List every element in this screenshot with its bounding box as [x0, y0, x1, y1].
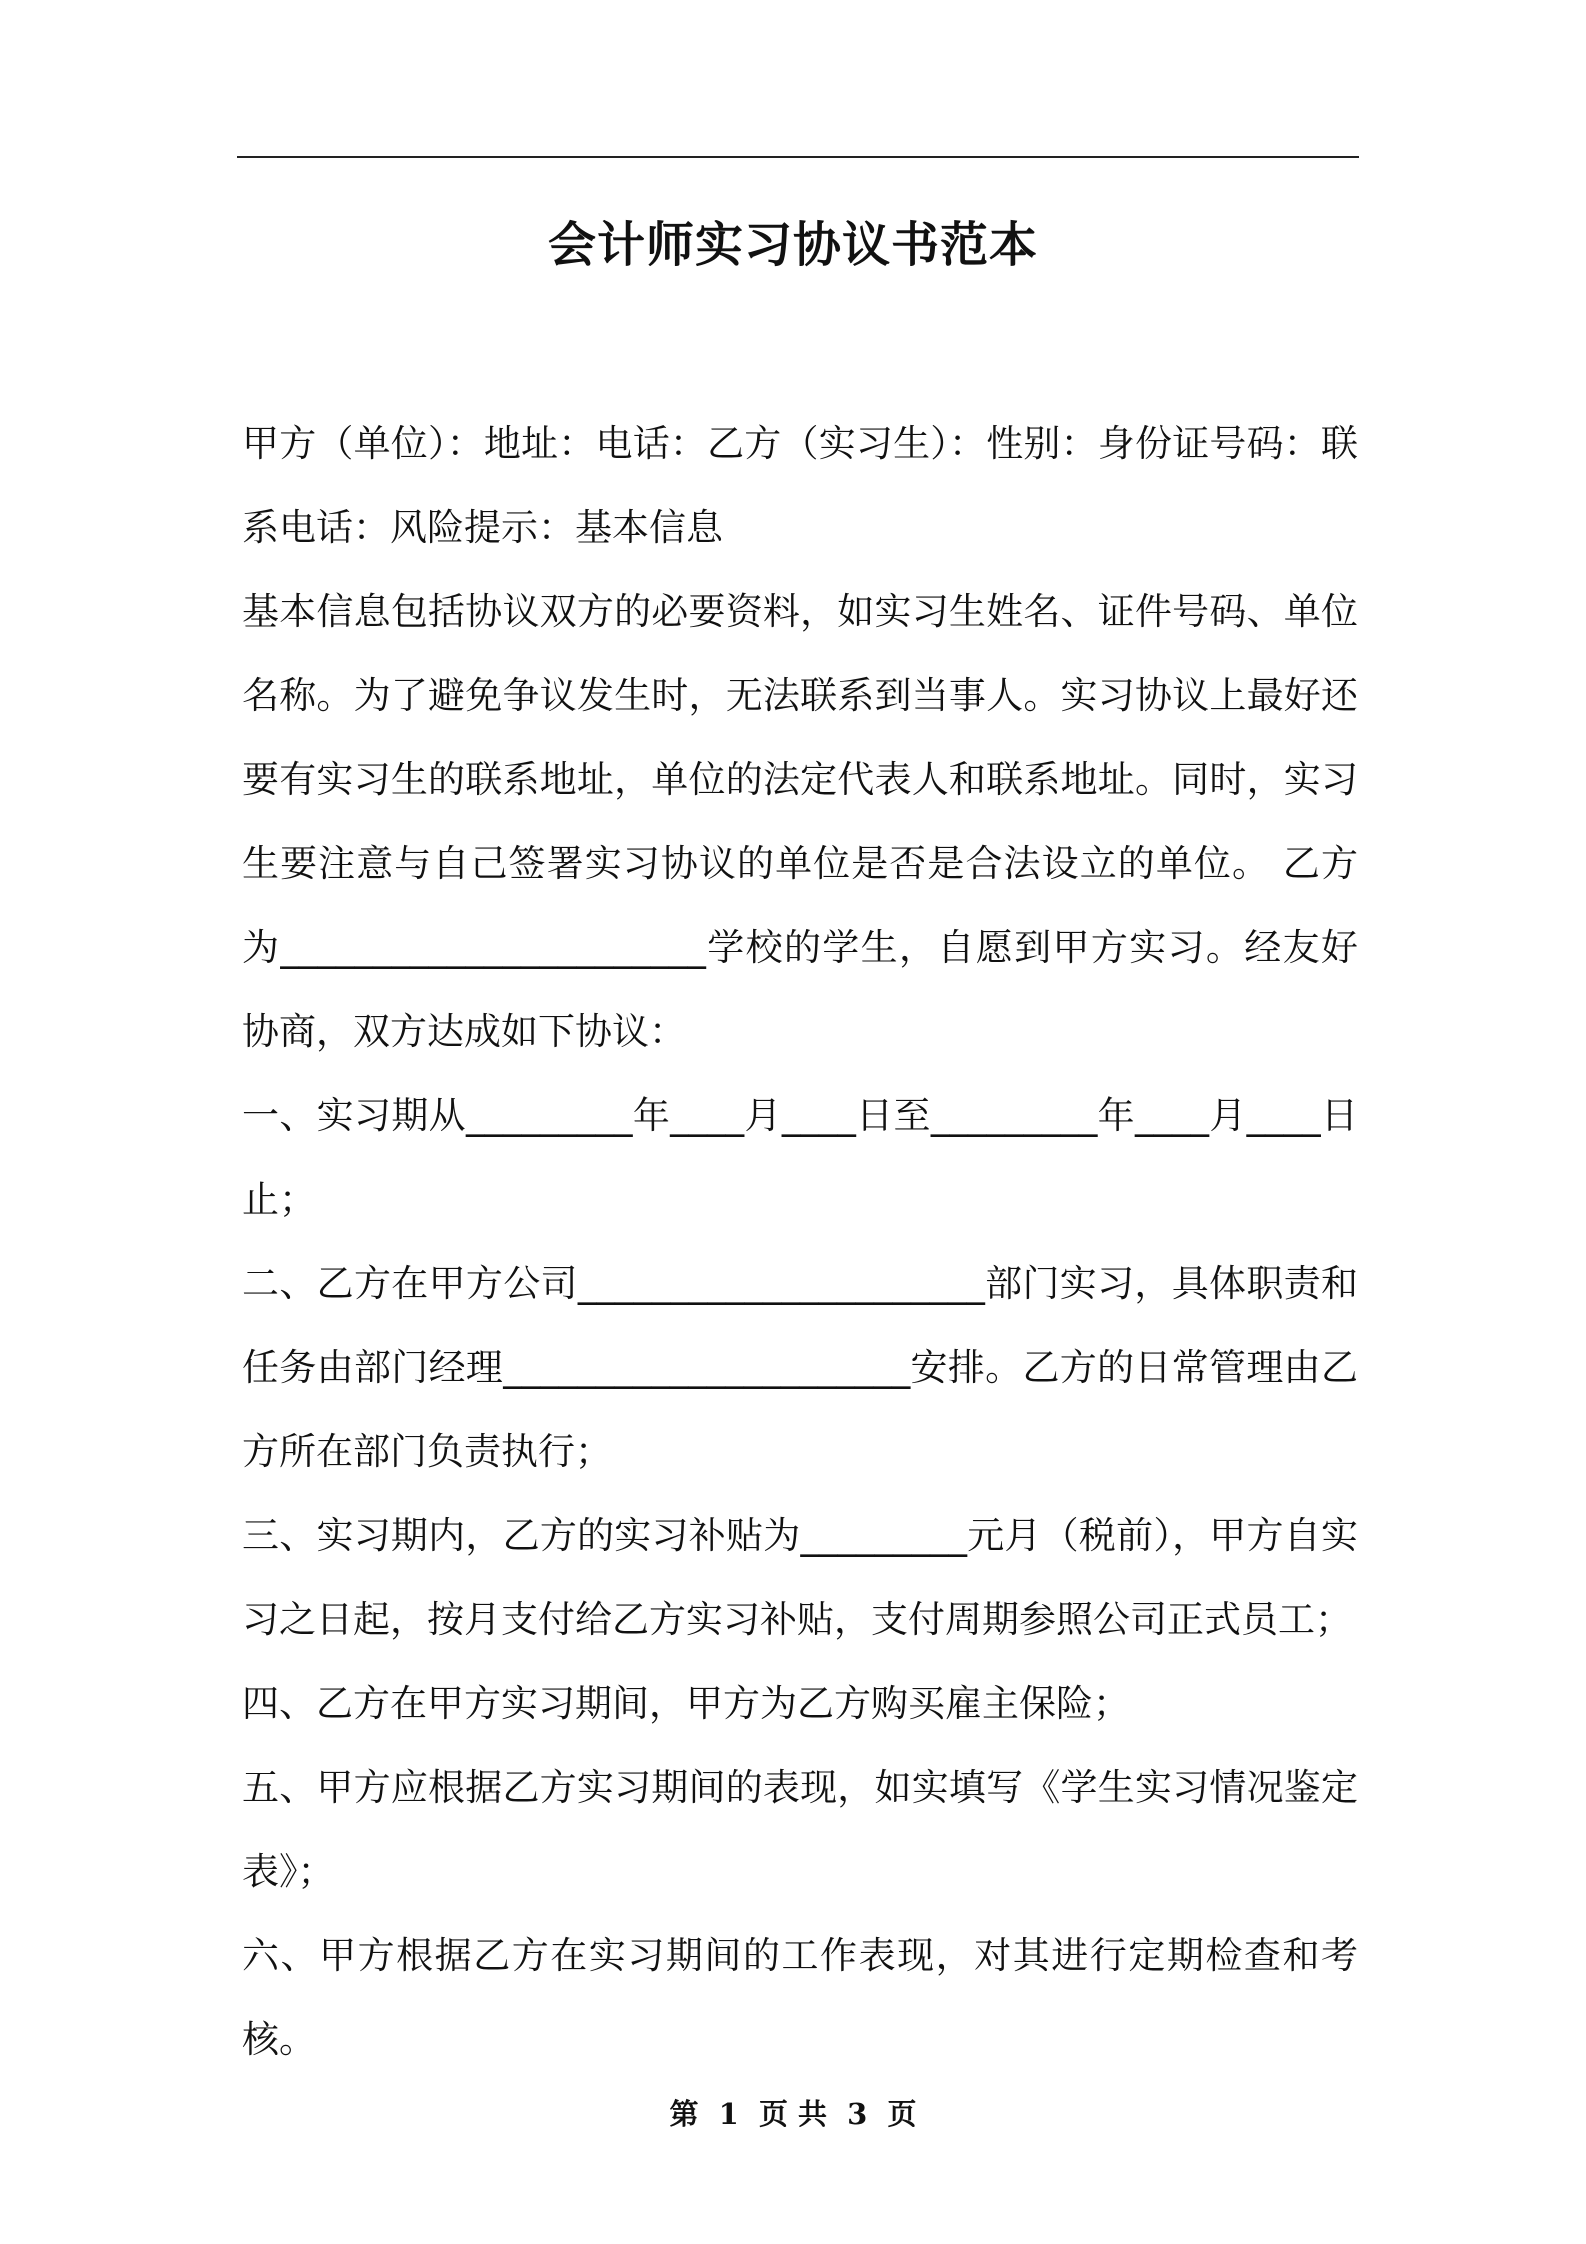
clause-3-allowance: 三、实习期内，乙方的实习补贴为_________元月（税前），甲方自实习之日起，按月支付给乙方实习补贴，支付周期参照公司正式员工；: [242, 1514, 1358, 1641]
clause-4-insurance: 四、乙方在甲方实习期间，甲方为乙方购买雇主保险；: [242, 1682, 1130, 1725]
clause-1-period: 一、实习期从_________年____月____日至_________年____月____日止；: [242, 1094, 1358, 1221]
footer-middle: 页 共: [758, 2097, 828, 2131]
paragraph-party-info: 甲方（单位）：地址：电话：乙方（实习生）：性别：身份证号码：联系电话：风险提示：基本信息: [242, 422, 1358, 549]
footer-current-page: 1: [718, 2097, 739, 2131]
footer-prefix: 第: [669, 2097, 699, 2131]
clause-5-evaluation: 五、甲方应根据乙方实习期间的表现，如实填写《学生实习情况鉴定表》；: [242, 1766, 1358, 1893]
header-rule: [237, 156, 1359, 158]
paragraph-basic-info: 基本信息包括协议双方的必要资料，如实习生姓名、证件号码、单位名称。为了避免争议发生时，无法联系到当事人。实习协议上最好还要有实习生的联系地址，单位的法定代表人和联系地址。同时，实习生要注意与自己签署实习协议的单位是否是合法设立的单位。 乙方为_______________________学校的学生，自愿到甲方实习。经友好协商，双方达成如下协议：: [242, 590, 1358, 1053]
document-title: 会计师实习协议书范本: [547, 217, 1038, 273]
clause-6-assessment: 六、甲方根据乙方在实习期间的工作表现，对其进行定期检查和考核。: [242, 1934, 1358, 2061]
clause-2-department: 二、乙方在甲方公司______________________部门实习，具体职责和任务由部门经理______________________安排。乙方的日常管理由乙方所在部门负责执行；: [242, 1262, 1358, 1473]
page-footer: [0, 2092, 1586, 2136]
document-body: [242, 402, 1358, 2082]
footer-total-pages: 3: [847, 2097, 868, 2131]
footer-suffix: 页: [887, 2097, 917, 2131]
